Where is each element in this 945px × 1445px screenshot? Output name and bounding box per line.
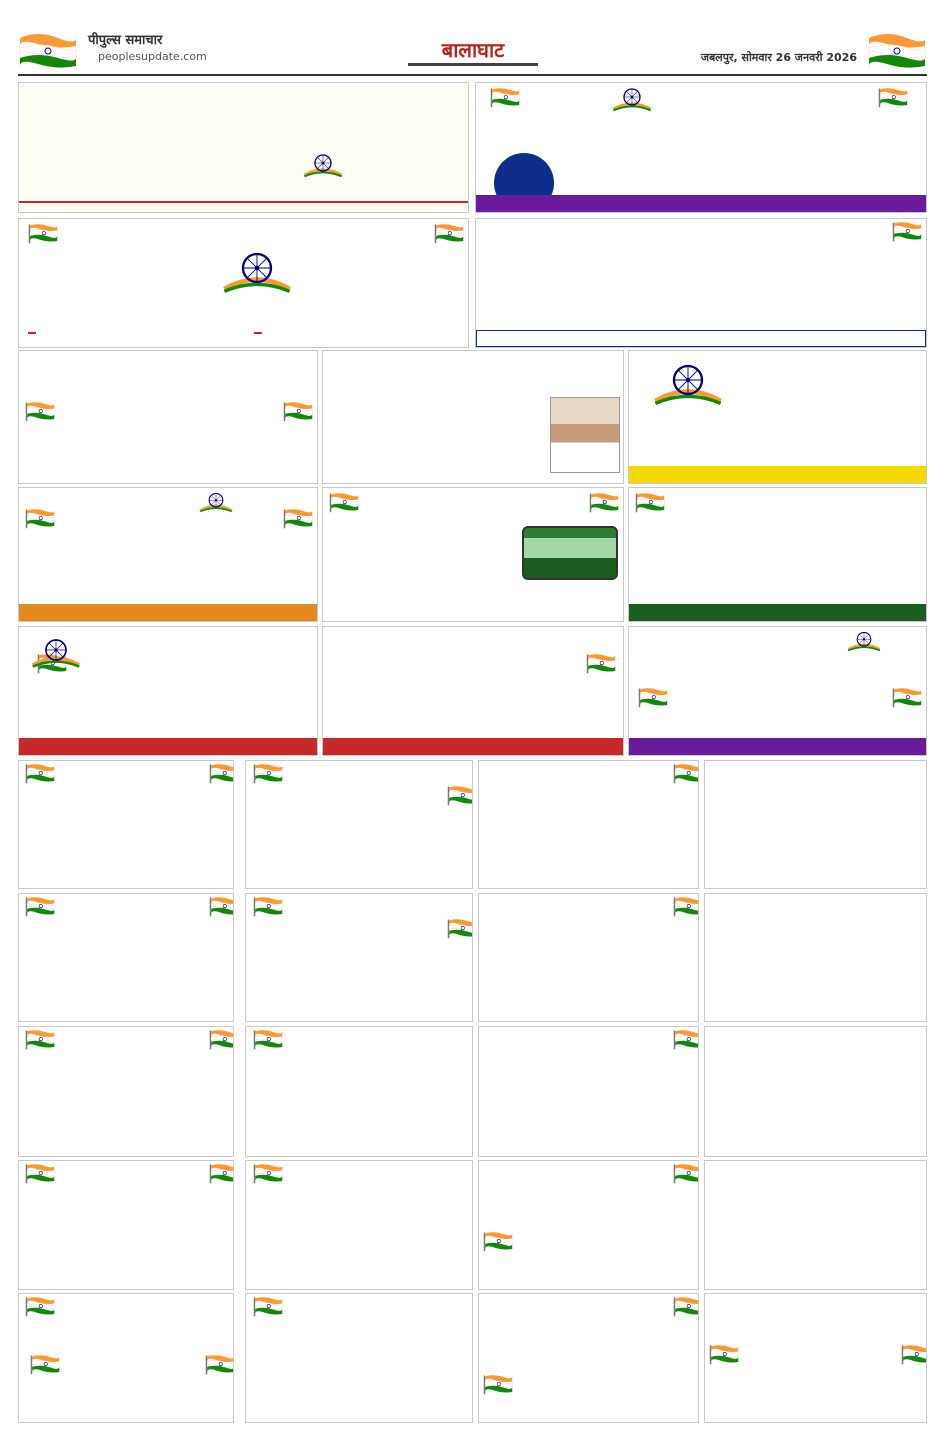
ashoka-chakra-icon bbox=[222, 247, 292, 293]
vipnan-sahkari-ad bbox=[18, 218, 469, 348]
ad-footer-bar bbox=[629, 604, 926, 621]
forest-khairlanji-ad bbox=[18, 1293, 234, 1423]
ad-footer-bar bbox=[19, 738, 317, 755]
school-ad bbox=[245, 1026, 473, 1157]
pwd-ad bbox=[704, 1026, 927, 1157]
flag-icon bbox=[253, 763, 283, 785]
bjym-ad bbox=[322, 350, 624, 484]
flag-icon bbox=[25, 1029, 55, 1051]
karam-fuels-ad bbox=[704, 1293, 927, 1423]
janpad-panchayat-ad bbox=[478, 1026, 699, 1157]
ashoka-chakra-icon bbox=[199, 490, 233, 512]
dongaria-panchayat-ad bbox=[478, 893, 699, 1022]
harrabhat-panchayat-ad bbox=[704, 893, 927, 1022]
flag-icon bbox=[209, 1029, 234, 1051]
forest-lamta-ad bbox=[322, 626, 624, 756]
flag-icon bbox=[25, 1296, 55, 1318]
flag-icon bbox=[892, 687, 922, 709]
bus-image bbox=[522, 526, 618, 580]
flag-icon bbox=[434, 223, 464, 245]
registrar-ad bbox=[18, 1160, 234, 1290]
ad-footer-bar bbox=[476, 330, 926, 347]
masthead bbox=[18, 28, 927, 76]
ashoka-chakra-icon bbox=[31, 635, 81, 668]
flag-icon bbox=[253, 896, 283, 918]
liquor-company-ad bbox=[704, 760, 927, 889]
narwich-ad bbox=[628, 350, 927, 484]
ad-text bbox=[254, 332, 262, 334]
flag-icon bbox=[673, 896, 699, 918]
phe-ad bbox=[628, 487, 927, 622]
flag-icon bbox=[635, 492, 665, 514]
ashoka-chakra-icon bbox=[303, 151, 343, 177]
issue-date: जबलपुर, सोमवार 26 जनवरी 2026 bbox=[700, 51, 857, 64]
ad-text bbox=[19, 201, 468, 203]
flag-icon bbox=[447, 785, 473, 807]
flag-icon bbox=[25, 896, 55, 918]
flag-icon bbox=[878, 87, 908, 109]
res-ad bbox=[18, 760, 234, 889]
flag-icon bbox=[30, 1354, 60, 1376]
flag-icon bbox=[490, 87, 520, 109]
moil-officers-ad bbox=[475, 82, 927, 213]
flag-icon bbox=[209, 896, 234, 918]
forest-ukwa-ad bbox=[628, 626, 927, 756]
ashoka-chakra-icon bbox=[847, 629, 881, 651]
ad-footer-bar bbox=[476, 195, 926, 212]
flag-icon bbox=[589, 492, 619, 514]
transport-ad bbox=[704, 1160, 927, 1290]
flag-icon bbox=[638, 687, 668, 709]
ad-footer-bar bbox=[629, 466, 926, 483]
kariyatola-panchayat-ad bbox=[245, 1160, 473, 1290]
irrigation-ad bbox=[478, 1160, 699, 1290]
flag-icon bbox=[283, 508, 313, 530]
flag-icon bbox=[209, 1163, 234, 1185]
flag-icon bbox=[673, 1163, 699, 1185]
flag-icon bbox=[283, 401, 313, 423]
flag-icon bbox=[25, 401, 55, 423]
flag-icon bbox=[25, 1163, 55, 1185]
brand-website[interactable]: peoplesupdate.com bbox=[98, 50, 207, 63]
forest-mandai-ad bbox=[478, 1293, 699, 1423]
north-forest-ad bbox=[245, 760, 473, 889]
flag-icon bbox=[867, 28, 927, 74]
flag-icon bbox=[25, 763, 55, 785]
flag-icon bbox=[586, 653, 616, 675]
pawan-travels-ad bbox=[322, 487, 624, 622]
flag-icon bbox=[18, 28, 78, 74]
jal-sansadhan-ad bbox=[18, 350, 318, 484]
gowari-panchayat-ad bbox=[18, 1026, 234, 1157]
portrait-photo bbox=[550, 397, 620, 473]
flag-icon bbox=[329, 492, 359, 514]
forest-birsa-asst-ad bbox=[245, 1293, 473, 1423]
flag-icon bbox=[673, 1029, 699, 1051]
ad-footer-bar bbox=[323, 604, 623, 621]
brand-name: पीपुल्स समाचार bbox=[88, 33, 163, 48]
flag-icon bbox=[209, 763, 234, 785]
flag-icon bbox=[673, 1296, 699, 1318]
ad-footer-bar bbox=[323, 738, 623, 755]
flag-icon bbox=[25, 508, 55, 530]
flag-icon bbox=[892, 221, 922, 243]
raising-company-ad bbox=[245, 893, 473, 1022]
flag-icon bbox=[28, 223, 58, 245]
ad-footer-bar bbox=[19, 604, 317, 621]
section-title: बालाघाट bbox=[408, 36, 538, 66]
flag-icon bbox=[901, 1344, 927, 1366]
flag-icon bbox=[205, 1354, 234, 1376]
flag-icon bbox=[253, 1163, 283, 1185]
flag-icon bbox=[483, 1231, 513, 1253]
ad-text bbox=[28, 332, 36, 334]
flag-icon bbox=[709, 1344, 739, 1366]
college-ad bbox=[478, 760, 699, 889]
flag-icon bbox=[253, 1296, 283, 1318]
flag-icon bbox=[673, 763, 699, 785]
nagar-parishad-baihar-ad bbox=[475, 218, 927, 348]
flag-icon bbox=[483, 1374, 513, 1396]
ad-footer-bar bbox=[629, 738, 926, 755]
ashoka-chakra-icon bbox=[612, 85, 652, 111]
ashoka-chakra-icon bbox=[653, 359, 723, 405]
flag-icon bbox=[447, 918, 473, 940]
forest-birsa-ad bbox=[18, 487, 318, 622]
forest-baihar-ad bbox=[18, 626, 318, 756]
flag-icon bbox=[253, 1029, 283, 1051]
moil-ad bbox=[18, 82, 469, 213]
pacific-minerals-ad bbox=[18, 893, 234, 1022]
